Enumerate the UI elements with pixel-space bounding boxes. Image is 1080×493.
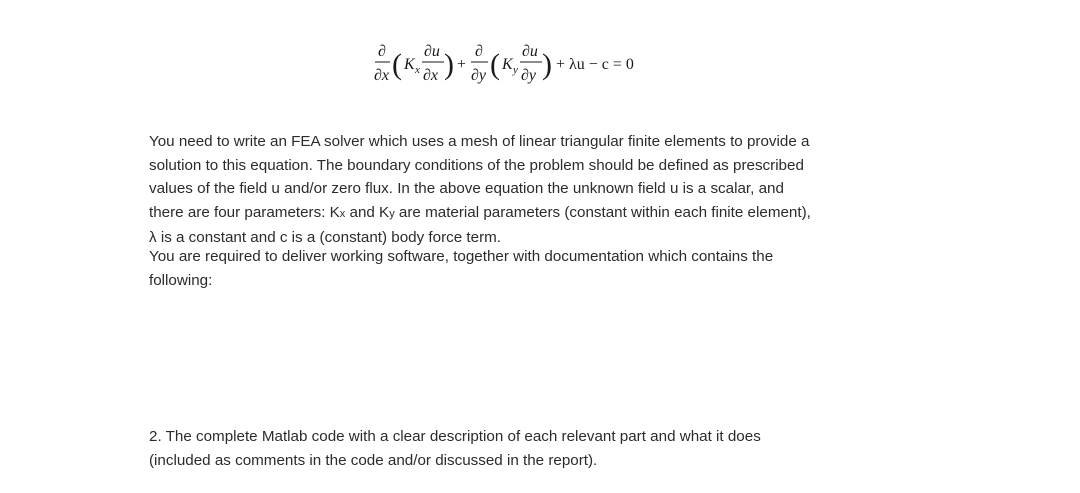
- eq-plus: +: [457, 56, 467, 73]
- eq-paren-close-1: ): [444, 48, 454, 81]
- problem-description-paragraph: [149, 130, 929, 250]
- eq-paren-open-1: (: [392, 48, 402, 81]
- subscript-y: y: [389, 207, 395, 220]
- eq-partial-1: ∂: [378, 43, 386, 60]
- paragraph-line: You need to write an FEA solver which uses a mesh of linear triangular finite elements to provide a: [149, 133, 810, 150]
- paragraph-line-parameters: [149, 201, 929, 227]
- paragraph-line: values of the field u and/or zero flux. In the above equation the unknown field u is a scalar, and: [149, 180, 784, 197]
- line-text: are material parameters (constant within each finite element),: [394, 203, 811, 221]
- equation-svg: [372, 36, 732, 92]
- eq-partial-2: ∂: [475, 43, 483, 60]
- requirements-paragraph: [149, 245, 929, 292]
- subscript-x: x: [339, 207, 346, 220]
- line-text: and K: [345, 203, 390, 221]
- eq-paren-open-2: (: [490, 48, 500, 81]
- eq-partial-x-1: ∂x: [374, 67, 390, 84]
- eq-sub-x: x: [415, 64, 420, 76]
- paragraph-line: solution to this equation. The boundary conditions of the problem should be defined as prescribed: [149, 156, 804, 174]
- eq-partial-u-1: ∂u: [424, 43, 440, 60]
- paragraph-line: λ is a constant and c is a (constant) body force term.: [149, 229, 502, 246]
- eq-partial-y-2: ∂y: [521, 67, 537, 84]
- eq-sub-y: y: [513, 64, 518, 76]
- eq-tail: + λu − c = 0: [556, 56, 634, 73]
- deliverable-item-2: [149, 425, 929, 472]
- eq-k-1: K: [404, 56, 415, 73]
- governing-equation: [372, 36, 732, 92]
- paragraph-line: following:: [149, 271, 213, 289]
- paragraph-line: 2. The complete Matlab code with a clear description of each relevant part and what it does: [149, 428, 761, 445]
- eq-partial-u-2: ∂u: [522, 43, 538, 60]
- eq-partial-y-1: ∂y: [471, 67, 487, 84]
- eq-k-2: K: [502, 56, 513, 73]
- eq-partial-x-2: ∂x: [423, 67, 439, 84]
- eq-paren-close-2: ): [542, 48, 552, 81]
- paragraph-line: (included as comments in the code and/or discussed in the report).: [149, 451, 598, 469]
- line-text: there are four parameters: K: [149, 203, 340, 221]
- paragraph-line: You are required to deliver working software, together with documentation which contains the: [149, 248, 774, 265]
